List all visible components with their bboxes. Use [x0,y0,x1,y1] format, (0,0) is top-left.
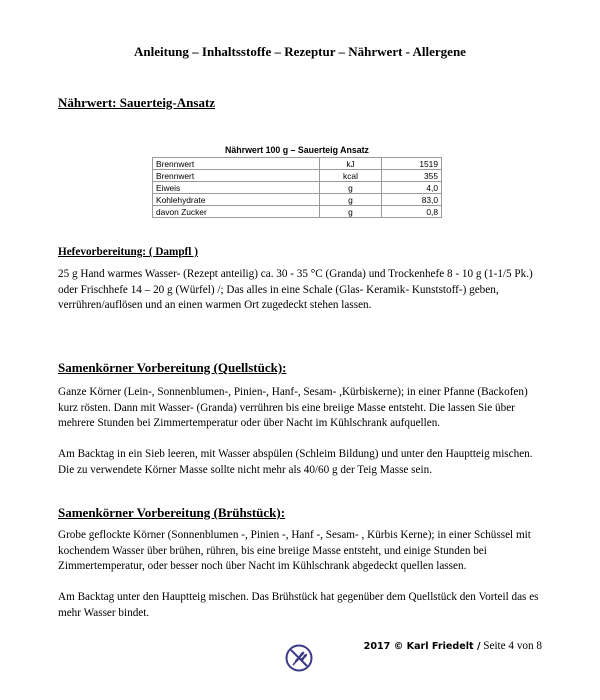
hefe-section-title: Hefevorbereitung: ( Dampfl ) [58,246,198,258]
nutrient-name: davon Zucker [153,206,320,218]
nutrient-name: Brennwert [153,170,320,182]
nutrient-name: Eiweis [153,182,320,194]
nutrient-unit: g [320,194,382,206]
nutrition-table-caption: Nährwert 100 g – Sauerteig Ansatz [225,145,369,155]
nutrient-value: 355 [382,170,442,182]
document-header-title: Anleitung – Inhaltsstoffe – Rezeptur – Nährwert - Allergene [134,44,466,59]
nutrient-unit: kcal [320,170,382,182]
wheat-crossed-icon [284,643,314,673]
hefe-paragraph: 25 g Hand warmes Wasser- (Rezept anteilig) ca. 30 - 35 °C (Granda) und Trockenhefe 8 - 10 g (1-1/5 Pk.) oder Frischhefe 14 – 20 g (Würfel) /; Das alles in eine Schale (Glas- Keramik- Kunststoff-) geben, verrühren/auflösen und an einen warmen Ort zugedeckt stehen lassen. [58,268,533,312]
bruehstueck-paragraph-2: Am Backtag unter den Hauptteig mischen. Das Brühstück hat gegenüber dem Quellstück den Vorteil das es mehr Wasser bindet. [58,591,539,619]
table-row [153,182,442,194]
footer-copyright: 2017 © Karl Friedelt / [363,641,481,652]
nutrient-unit: g [320,206,382,218]
table-row [153,170,442,182]
nutrition-table [152,143,442,218]
nutrient-unit: g [320,182,382,194]
quellstueck-paragraph-1: Ganze Körner (Lein-, Sonnenblumen-, Pinien-, Hanf-, Sesam- ,Kürbiskerne); in einer Pfanne (Backofen) kurz rösten. Dann mit Wasser- (Granda) verrühren bis eine breiige Masse entsteht. Die lassen Sie über mehrere Stunden bei Zimmertemperatur oder über Nacht im Kühlschrank aufquellen. [58,386,528,430]
bruehstueck-paragraph-1: Grobe geflockte Körner (Sonnenblumen -, Pinien -, Hanf -, Sesam- , Kürbis Kerne); in einer Schüssel mit kochendem Wasser über brühen, rühren, bis eine breiige Masse entsteht, und einige Stunden bei Zimmertemperatur, oder besser noch über Nacht im Kühlschrank abgedeckt quellen lassen. [58,529,531,573]
nutrient-value: 4,0 [382,182,442,194]
quellstueck-section-title: Samenkörner Vorbereitung (Quellstück): [58,360,287,375]
bruehstueck-section-title: Samenkörner Vorbereitung (Brühstück): [58,505,286,520]
nutrient-value: 1519 [382,158,442,170]
table-row [153,194,442,206]
quellstueck-paragraph-2: Am Backtag in ein Sieb leeren, mit Wasser abspülen (Schleim Bildung) und unter den Hauptteig mischen. Die zu verwendete Körner Masse sollte nicht mehr als 40/60 g der Teig Masse sein. [58,448,533,476]
footer-page-number: Seite 4 von 8 [483,640,542,652]
nutrient-value: 83,0 [382,194,442,206]
page-footer [364,640,542,652]
nutrient-name: Brennwert [153,158,320,170]
table-row [153,206,442,218]
naehrwert-section-title: Nährwert: Sauerteig-Ansatz [58,95,216,110]
nutrient-name: Kohlehydrate [153,194,320,206]
table-row [153,158,442,170]
nutrient-unit: kJ [320,158,382,170]
nutrient-value: 0,8 [382,206,442,218]
